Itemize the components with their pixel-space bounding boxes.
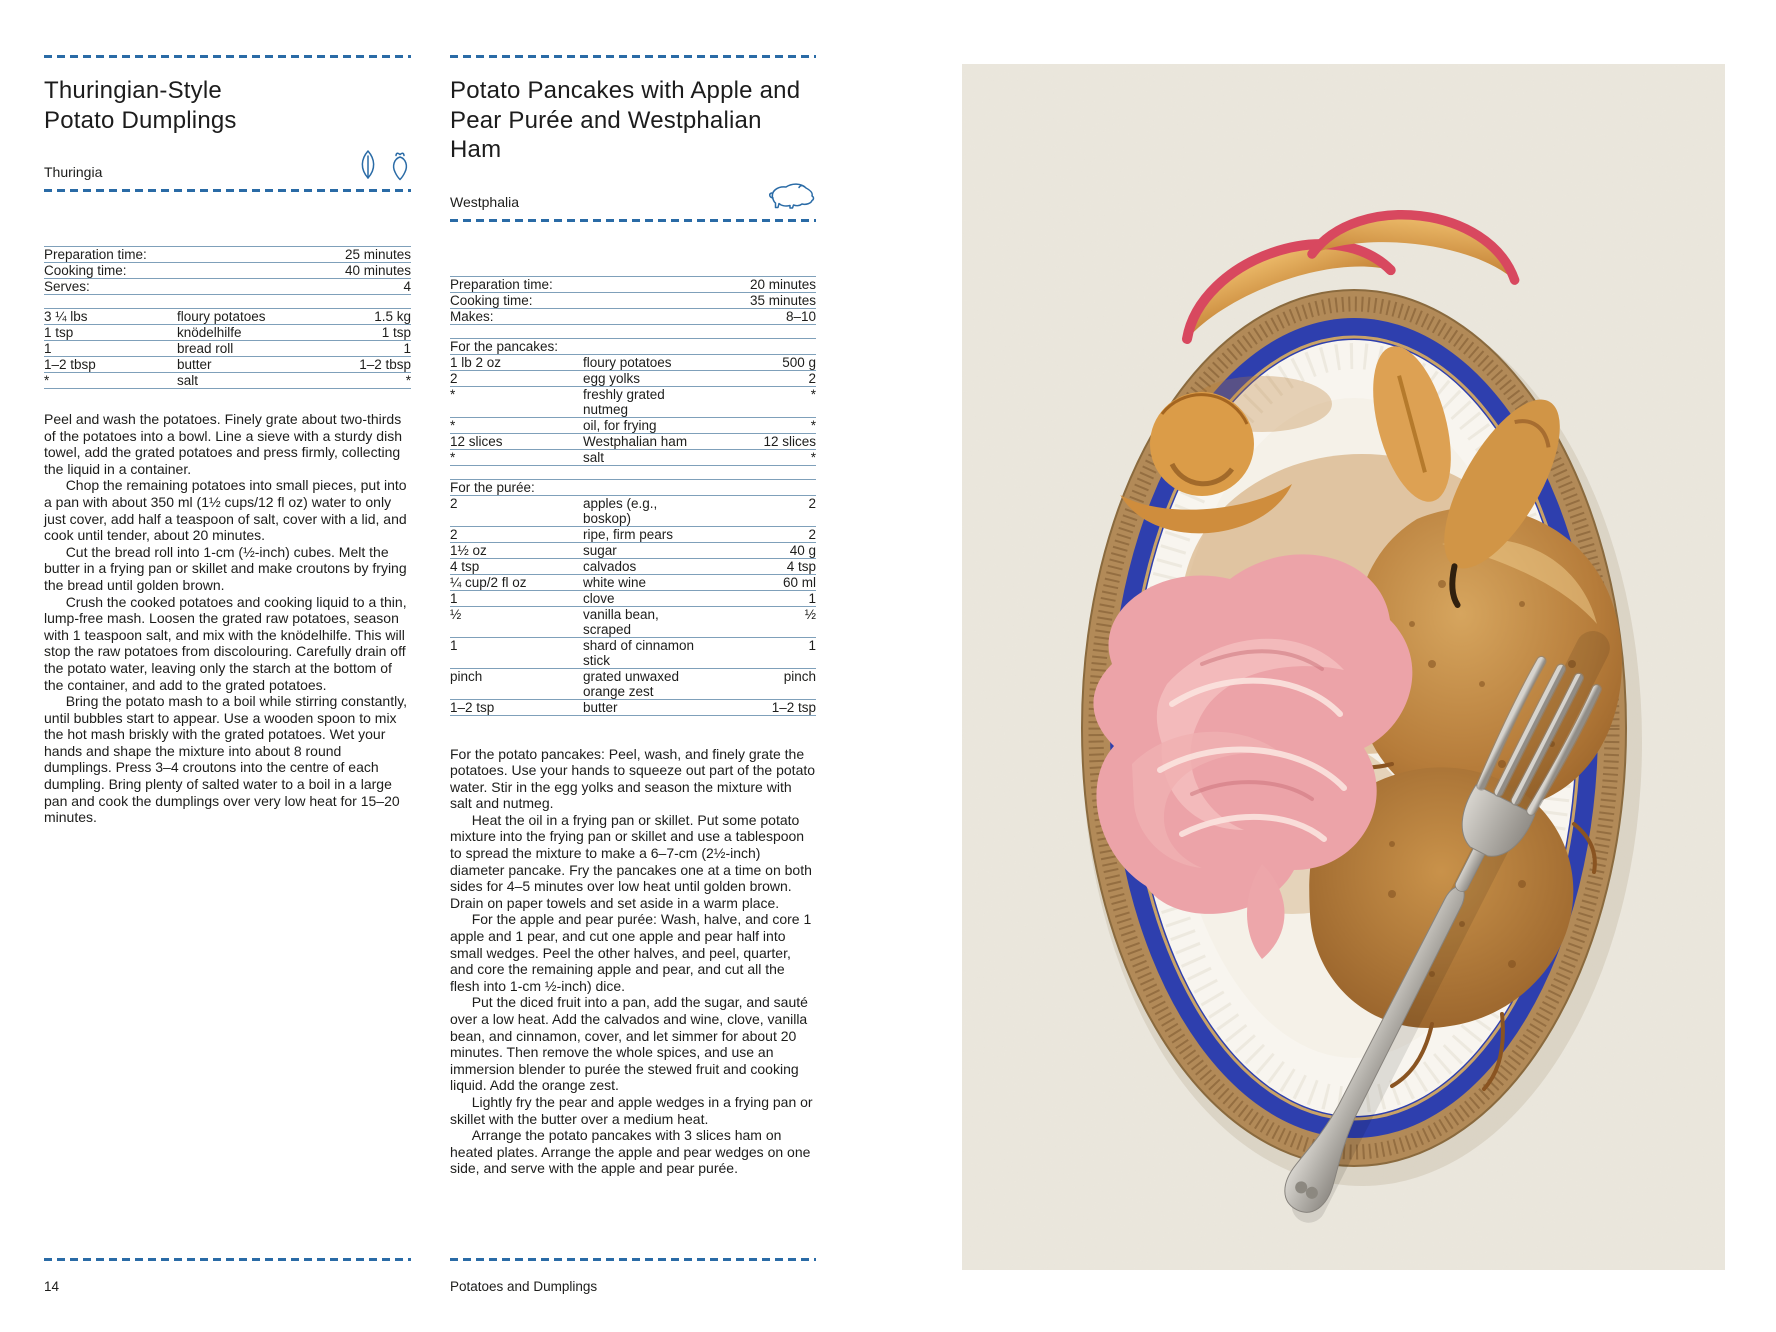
ingredient-name: grated unwaxed orange zest [583,668,680,699]
title-line: Thuringian-Style [44,77,222,104]
ingredient-name: bread roll [177,341,234,356]
ingredient-row [44,373,411,389]
ingredient-name: butter [177,357,212,372]
qty-metric: * [810,449,816,465]
qty-imperial: ½ [450,606,462,622]
qty-metric: * [405,373,411,388]
qty-imperial: 2 [450,370,458,386]
title-line: Pear Purée and Westphalian Ham [450,106,762,163]
qty-metric: 1.5 kg [374,309,411,324]
paragraph: Heat the oil in a frying pan or skillet. Put some potato mixture into the frying pan or skillet and use a tablespoon to spread the mixture to make a 6–7-cm (2½-inch) diameter pancake. Fry the pancakes one at a time on both sides for 4–5 minutes over low heat until golden brown. Drain on paper towels and set aside in a warm place. [450,811,812,911]
qty-metric: 4 tsp [786,558,816,574]
paragraph: Arrange the potato pancakes with 3 slices ham on heated plates. Arrange the apple and pear wedges on one side, and serve with the apple and pear purée. [450,1127,811,1177]
group-heading-row [450,480,816,496]
method-text [450,746,816,1177]
qty-imperial: 2 [450,495,458,511]
group-heading-row [450,339,816,355]
qty-imperial: * [450,449,456,465]
qty-metric: 12 slices [763,433,816,449]
ingredient-row [450,527,816,543]
ingredient-row [450,559,816,575]
recipe-meta-table [44,246,411,295]
qty-imperial: 1 lb 2 oz [450,354,502,370]
qty-metric: 60 ml [782,574,816,590]
meta-row [44,263,411,279]
qty-metric: 1–2 tsp [771,699,816,715]
footer-rule-left [44,1258,411,1261]
qty-metric: 500 g [782,354,816,370]
paragraph: For the apple and pear purée: Wash, halve, and core 1 apple and 1 pear, and cut one apple and pear half into small wedges. Peel the other halves, and peel, quarter, and core the remaining apple and pear, and cut all the flesh into 1-cm ½-inch) dice. [450,911,812,994]
group-heading: For the purée: [450,479,535,495]
qty-metric: 1 [808,637,816,653]
group-heading: For the pancakes: [450,338,559,354]
qty-metric: pinch [783,668,816,684]
method-text [44,411,411,826]
qty-imperial: 1–2 tsp [450,699,495,715]
ingredient-name: salt [177,373,199,388]
qty-imperial: pinch [450,668,483,684]
paragraph: Chop the remaining potatoes into small pieces, put into a pan with about 350 ml (1½ cups/12 fl oz) water to only just cover, add half a teaspoon of salt, cover with a lid, and cook until tender, about 20 minutes. [44,477,407,544]
dashed-rule-top [450,55,816,58]
ingredient-row [450,638,816,669]
ingredient-name: white wine [583,574,647,590]
meta-row [44,247,411,263]
meta-label: Serves: [44,279,90,294]
qty-imperial: 1–2 tbsp [44,357,96,372]
title-line: Potato Dumplings [44,106,237,134]
qty-metric: 2 [808,370,816,386]
meta-value: 40 minutes [344,263,411,278]
paragraph: Put the diced fruit into a pan, add the sugar, and sauté over a low heat. Add the calvados and wine, clove, vanilla bean, and cinnamon, cover, and let simmer for about 20 minutes. Then remove the whole spices, and use an immersion blender to purée the stewed fruit and cooking liquid. Add the orange zest. [450,994,808,1094]
recipe-thuringian-dumplings [44,55,411,826]
meta-label: Cooking time: [44,263,127,278]
ingredients-table [44,308,411,389]
recipe-meta-table [450,276,816,325]
region-label: Thuringia [44,164,103,180]
qty-imperial: 1 [450,590,458,606]
dashed-rule [44,189,411,192]
ingredient-row [450,591,816,607]
ingredient-name: ripe, firm pears [583,526,674,542]
ingredient-name: knödelhilfe [177,325,242,340]
ingredient-row [450,669,816,700]
meta-label: Preparation time: [44,247,147,262]
diet-icons [357,149,411,181]
qty-imperial: 3 ¼ lbs [44,309,88,324]
paragraph: Crush the cooked potatoes and cooking liquid to a thin, lump-free mash. Loosen the grated raw potatoes, season with 1 teaspoon salt, and mix with the knödelhilfe. This will stop the raw potatoes from discolouring. Carefully drain off the potato water, leaving only the starch at the bottom of the container, and add to the grated potatoes. [44,593,407,693]
ingredient-row [44,325,411,341]
qty-metric: 1–2 tbsp [359,357,411,372]
meta-value: 20 minutes [749,276,816,292]
meta-row [450,309,816,325]
meta-value: 35 minutes [749,292,816,308]
ingredients-table-puree [450,479,816,716]
ingredient-name: apples (e.g., boskop) [583,495,658,526]
qty-imperial: * [44,373,50,388]
qty-metric: 1 tsp [381,325,411,340]
qty-metric: 2 [808,526,816,542]
qty-imperial: 4 tsp [450,558,480,574]
meta-value: 8–10 [785,308,816,324]
paragraph: Bring the potato mash to a boil while stirring constantly, until bubbles start to appear. Use a wooden spoon to mix the hot mash briskly with the grated potatoes. Wet your hands and shape the mixture into about 8 round dumplings. Press 3–4 croutons into the centre of each dumpling. Bring plenty of salted water to a boil in a large pan and cook the dumplings over very low heat for 15–20 minutes. [44,693,408,826]
qty-imperial: 12 slices [450,433,503,449]
ingredient-name: egg yolks [583,370,641,386]
ingredient-name: oil, for frying [583,417,657,433]
ingredient-name: clove [583,590,615,606]
qty-metric: 1 [403,341,411,356]
ingredient-row [450,543,816,559]
page-number: 14 [44,1279,60,1294]
ingredient-name: sugar [583,542,617,558]
dashed-rule-top [44,55,411,58]
ingredient-name: calvados [583,558,637,574]
ingredients-table-pancakes [450,338,816,466]
qty-imperial: 1 [44,341,52,356]
meta-value: 25 minutes [344,247,411,262]
paragraph: For the potato pancakes: Peel, wash, and finely grate the potatoes. Use your hands to squeeze out part of the potato water. Stir in the egg yolks and season the mixture with salt and nutmeg. [450,745,816,812]
ingredient-name: floury potatoes [583,354,672,370]
meta-row [450,277,816,293]
radish-icon [389,149,411,181]
ingredient-row [44,357,411,373]
dish-photo [962,64,1725,1270]
qty-metric: 1 [808,590,816,606]
ingredient-name: butter [583,699,618,715]
qty-imperial: * [450,386,456,402]
title-line: Potato Pancakes with Apple and [450,77,801,104]
ingredient-row [450,607,816,638]
qty-imperial: 1 tsp [44,325,74,340]
ingredient-name: freshly grated nutmeg [583,386,665,417]
paragraph: Lightly fry the pear and apple wedges in a frying pan or skillet with the butter over a medium heat. [450,1093,813,1127]
recipe-title [44,76,411,135]
region-label: Westphalia [450,193,520,210]
footer-rule-right [450,1258,816,1261]
ingredient-row [450,700,816,716]
qty-imperial: 1 [450,637,458,653]
ingredient-row [450,387,816,418]
qty-metric: * [810,386,816,402]
qty-metric: 40 g [789,542,816,558]
footer-section-title: Potatoes and Dumplings [450,1279,598,1294]
ingredient-name: Westphalian ham [583,433,688,449]
qty-imperial: 2 [450,526,458,542]
meta-label: Preparation time: [450,276,553,292]
paragraph: Peel and wash the potatoes. Finely grate about two-thirds of the potatoes into a bowl. Line a sieve with a sturdy dish towel, add the grated potatoes and press firmly, collecting the liquid in a container. [44,411,402,477]
region-row [44,147,411,181]
ingredient-row [44,341,411,357]
ingredient-row [450,496,816,527]
ingredient-name: vanilla bean, scraped [583,606,659,637]
region-row [450,177,816,211]
ingredient-row [450,575,816,591]
ingredient-row [450,355,816,371]
meta-row [450,293,816,309]
ingredient-row [450,434,816,450]
ingredient-row [450,418,816,434]
qty-imperial: 1½ oz [450,542,487,558]
meta-row [44,279,411,295]
qty-imperial: ¼ cup/2 fl oz [450,574,527,590]
meta-label: Cooking time: [450,292,533,308]
paragraph: Cut the bread roll into 1-cm (½-inch) cubes. Melt the butter in a frying pan or skillet and make croutons by frying the bread until golden brown. [44,543,407,593]
ingredient-row [450,371,816,387]
recipe-title [450,76,816,165]
pig-icon [766,181,816,211]
meta-value: 4 [403,279,411,294]
dashed-rule [450,219,816,222]
recipe-potato-pancakes [450,55,816,1177]
ingredient-name: floury potatoes [177,309,266,324]
diet-icons [766,181,816,211]
qty-imperial: * [450,417,456,433]
qty-metric: 2 [808,495,816,511]
meta-label: Makes: [450,308,494,324]
ingredient-name: salt [583,449,605,465]
qty-metric: ½ [804,606,816,622]
ingredient-row [450,450,816,466]
leaf-icon [357,149,379,181]
ingredient-row [44,309,411,325]
qty-metric: * [810,417,816,433]
ingredient-name: shard of cinnamon stick [583,637,695,668]
